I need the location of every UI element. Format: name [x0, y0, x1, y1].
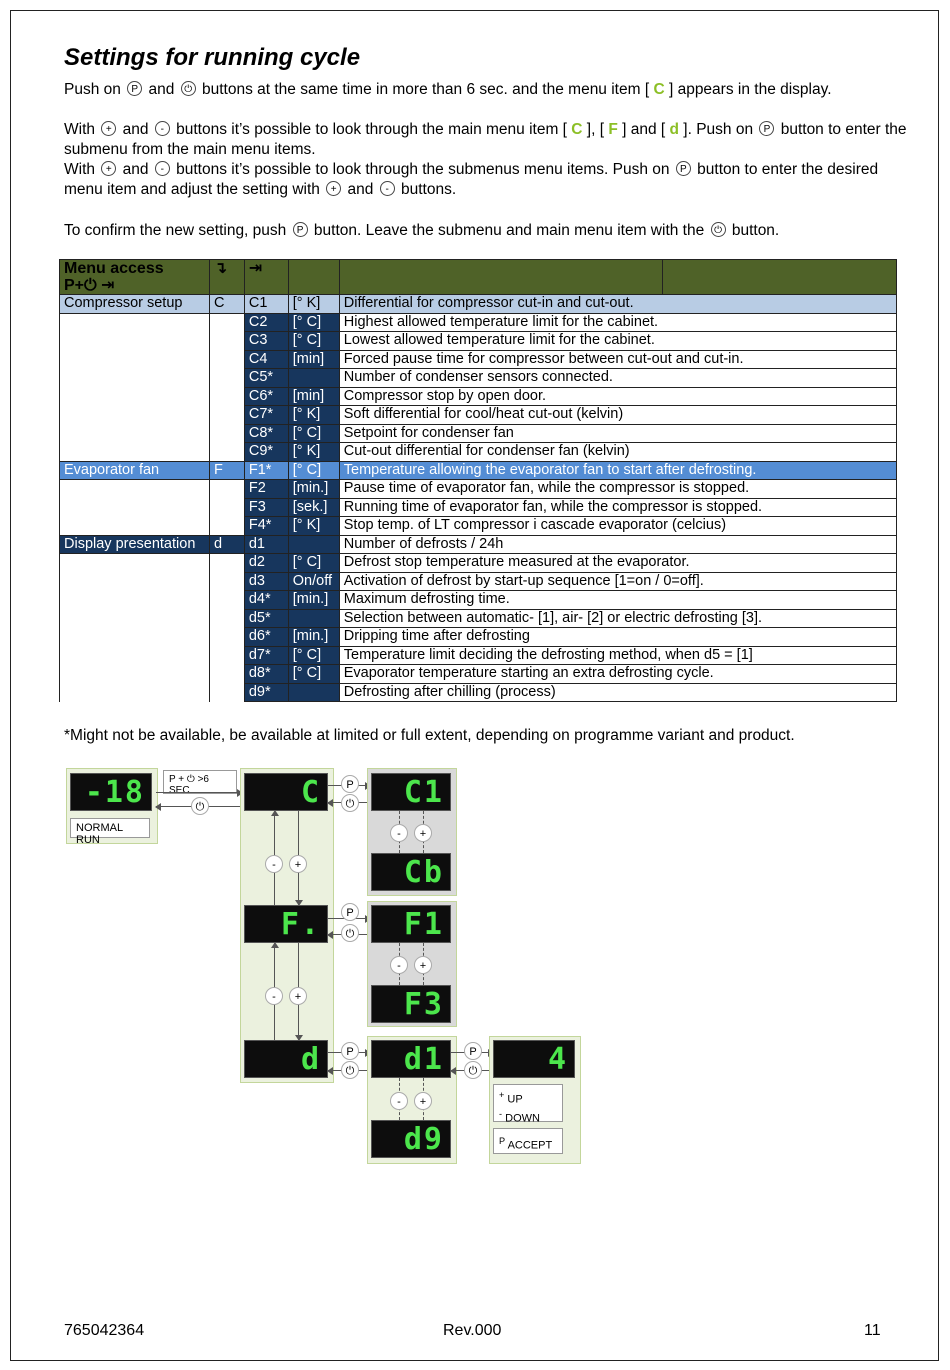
settings-table	[59, 259, 897, 702]
cell-key	[209, 517, 244, 536]
revision: Rev.000	[443, 1322, 502, 1339]
cell-key	[209, 313, 244, 332]
accept-box	[493, 1128, 563, 1154]
table-row	[60, 424, 897, 443]
table-row	[60, 628, 897, 647]
cell-desc: Compressor stop by open door.	[339, 387, 896, 406]
text: ] appears in the display.	[664, 81, 832, 98]
cell-code: C7*	[244, 406, 288, 425]
cell-group	[60, 480, 210, 499]
table-row	[60, 609, 897, 628]
minus-button-icon: -	[155, 121, 170, 136]
power-icon: ⏻	[341, 924, 359, 942]
table-row	[60, 387, 897, 406]
cell-key	[209, 683, 244, 702]
cell-desc: Cut-out differential for condenser fan (kelvin)	[339, 443, 896, 462]
table-row	[60, 443, 897, 462]
cell-group: Evaporator fan	[60, 461, 210, 480]
cell-code: d8*	[244, 665, 288, 684]
cell-desc: Number of condenser sensors connected.	[339, 369, 896, 388]
cell-group	[60, 332, 210, 351]
cell-code: F1*	[244, 461, 288, 480]
cell-group	[60, 609, 210, 628]
accept-label: ACCEPT	[507, 1139, 553, 1152]
minus-icon: -	[390, 1092, 408, 1110]
cell-group	[60, 628, 210, 647]
plus-icon: +	[289, 987, 307, 1005]
cell-unit: [° C]	[288, 665, 339, 684]
paragraph-confirm	[64, 221, 914, 241]
down-label: DOWN	[505, 1112, 540, 1125]
cell-key	[209, 628, 244, 647]
minus-icon: -	[265, 855, 283, 873]
cell-code: F2	[244, 480, 288, 499]
cell-code: C6*	[244, 387, 288, 406]
cell-desc: Defrost stop temperature measured at the evaporator.	[339, 554, 896, 573]
cell-code: d1	[244, 535, 288, 554]
page-number: 11	[864, 1322, 881, 1339]
header-col-sub: ⇥	[244, 260, 288, 295]
header-col-unit	[288, 260, 339, 295]
plus-button-icon: +	[326, 181, 341, 196]
power-icon: ⏻	[191, 797, 209, 815]
cell-unit: [° C]	[288, 646, 339, 665]
menu-item-c: C	[653, 81, 665, 98]
p-icon: P	[499, 1136, 506, 1146]
cell-code: F3	[244, 498, 288, 517]
cell-key: C	[209, 295, 244, 314]
cell-desc: Stop temp. of LT compressor i cascade evaporator (celcius)	[339, 517, 896, 536]
text: button to enter the submenu from the main menu items.	[64, 121, 907, 158]
cell-unit: [min.]	[288, 591, 339, 610]
p-icon: P	[341, 775, 359, 793]
cell-group	[60, 313, 210, 332]
sub-display-cb: Cb	[371, 853, 451, 891]
cell-desc: Lowest allowed temperature limit for the cabinet.	[339, 332, 896, 351]
footnote: *Might not be available, be available at limited or full extent, depending on programme variant and product.	[64, 727, 795, 744]
cell-unit: [min]	[288, 387, 339, 406]
table-row	[60, 480, 897, 499]
cell-unit: [° K]	[288, 517, 339, 536]
cell-group	[60, 665, 210, 684]
cell-code: d6*	[244, 628, 288, 647]
text: buttons it’s possible to look through the submenus menu items. Push on	[171, 161, 674, 178]
sub-display-d9: d9	[371, 1120, 451, 1158]
plus-button-icon: +	[101, 161, 116, 176]
text: buttons it’s possible to look through the main menu item [	[171, 121, 572, 138]
cell-desc: Defrosting after chilling (process)	[339, 683, 896, 702]
cell-key: d	[209, 535, 244, 554]
plus-icon: +	[289, 855, 307, 873]
cell-key	[209, 591, 244, 610]
up-down-box	[493, 1084, 563, 1125]
cell-key	[209, 665, 244, 684]
normal-run-label: NORMAL RUN	[70, 818, 150, 838]
cell-key	[209, 424, 244, 443]
cell-unit	[288, 535, 339, 554]
plus-icon: +	[414, 824, 432, 842]
cell-unit: [° C]	[288, 313, 339, 332]
table-row	[60, 535, 897, 554]
cell-desc: Evaporator temperature starting an extra defrosting cycle.	[339, 665, 896, 684]
cell-key	[209, 646, 244, 665]
text: button.	[727, 222, 780, 239]
plus-button-icon: +	[101, 121, 116, 136]
text: ] and [	[617, 121, 670, 138]
cell-unit	[288, 609, 339, 628]
cell-code: F4*	[244, 517, 288, 536]
cell-key	[209, 387, 244, 406]
p-button-icon: P	[676, 161, 691, 176]
power-icon: ⏻	[464, 1061, 482, 1079]
sub-display-c1: C1	[371, 773, 451, 811]
text: button to enter the desired menu item and adjust the setting with	[64, 161, 879, 198]
cell-unit: [° C]	[288, 332, 339, 351]
cell-key	[209, 350, 244, 369]
up-row	[499, 1088, 557, 1107]
header-col-enter: ↴	[209, 260, 244, 295]
menu-item-d: d	[669, 121, 679, 138]
header-col-desc	[339, 260, 663, 295]
cell-group	[60, 554, 210, 573]
text: and	[144, 81, 179, 98]
value-display: 4	[493, 1040, 575, 1078]
table-row	[60, 683, 897, 702]
cell-group	[60, 498, 210, 517]
cell-code: d5*	[244, 609, 288, 628]
cell-group	[60, 406, 210, 425]
text: and	[118, 161, 153, 178]
cell-key	[209, 554, 244, 573]
text: and	[118, 121, 153, 138]
text: With	[64, 121, 100, 138]
table-row	[60, 350, 897, 369]
normal-run-display: -18	[70, 773, 152, 811]
plus-icon: +	[499, 1090, 505, 1100]
table-row	[60, 498, 897, 517]
main-display-f: F.	[244, 905, 328, 943]
cell-code: C2	[244, 313, 288, 332]
cell-group	[60, 350, 210, 369]
cell-desc: Selection between automatic- [1], air- [2] or electric defrosting [3].	[339, 609, 896, 628]
cell-key	[209, 332, 244, 351]
cell-code: d7*	[244, 646, 288, 665]
cell-desc: Activation of defrost by start-up sequence [1=on / 0=off].	[339, 572, 896, 591]
cell-key	[209, 369, 244, 388]
cell-code: d2	[244, 554, 288, 573]
table-header	[60, 260, 897, 295]
main-display-d: d	[244, 1040, 328, 1078]
p-icon: P	[341, 1042, 359, 1060]
cell-code: d3	[244, 572, 288, 591]
cell-key	[209, 609, 244, 628]
p-button-icon: P	[759, 121, 774, 136]
cell-group	[60, 572, 210, 591]
header-col-extra	[663, 260, 897, 295]
cell-desc: Setpoint for condenser fan	[339, 424, 896, 443]
up-label: UP	[507, 1093, 523, 1106]
cell-desc: Maximum defrosting time.	[339, 591, 896, 610]
power-icon: ⏻	[341, 794, 359, 812]
table-row	[60, 572, 897, 591]
cell-group: Compressor setup	[60, 295, 210, 314]
table-row	[60, 313, 897, 332]
p-icon: P	[341, 903, 359, 921]
cell-group	[60, 517, 210, 536]
page-title: Settings for running cycle	[64, 44, 361, 71]
cell-desc: Pause time of evaporator fan, while the compressor is stopped.	[339, 480, 896, 499]
table-row	[60, 517, 897, 536]
cell-desc: Number of defrosts / 24h	[339, 535, 896, 554]
sub-display-f3: F3	[371, 985, 451, 1023]
cell-desc: Differential for compressor cut-in and cut-out.	[339, 295, 896, 314]
text: To confirm the new setting, push	[64, 222, 291, 239]
text: ], [	[582, 121, 609, 138]
plus-icon: +	[414, 1092, 432, 1110]
cell-group	[60, 591, 210, 610]
cell-unit: [° C]	[288, 461, 339, 480]
cell-key	[209, 498, 244, 517]
cell-unit: [° C]	[288, 424, 339, 443]
cell-group	[60, 443, 210, 462]
cell-group	[60, 424, 210, 443]
cell-code: d4*	[244, 591, 288, 610]
cell-code: C5*	[244, 369, 288, 388]
cell-group	[60, 646, 210, 665]
cell-unit: [min.]	[288, 480, 339, 499]
table-row	[60, 591, 897, 610]
cell-key	[209, 572, 244, 591]
text: Push on	[64, 81, 126, 98]
cell-code: C4	[244, 350, 288, 369]
paragraph-intro	[64, 80, 914, 100]
power-button-icon: ⏻	[711, 222, 726, 237]
cell-unit: [° C]	[288, 554, 339, 573]
menu-item-c: C	[571, 121, 583, 138]
minus-button-icon: -	[155, 161, 170, 176]
p-button-icon: P	[127, 81, 142, 96]
minus-icon: -	[265, 987, 283, 1005]
cell-unit: [min]	[288, 350, 339, 369]
table-body	[60, 295, 897, 702]
table-row	[60, 646, 897, 665]
text: button. Leave the submenu and main menu item with the	[309, 222, 709, 239]
text: buttons at the same time in more than 6 sec. and the menu item [	[197, 81, 654, 98]
cell-key	[209, 443, 244, 462]
minus-icon: -	[390, 956, 408, 974]
table-row	[60, 295, 897, 314]
cell-unit: [min.]	[288, 628, 339, 647]
sub-display-f1: F1	[371, 905, 451, 943]
cell-code: C3	[244, 332, 288, 351]
cell-group	[60, 387, 210, 406]
paragraph-submenu	[64, 160, 914, 200]
cell-key: F	[209, 461, 244, 480]
main-display-c: C	[244, 773, 328, 811]
cell-desc: Highest allowed temperature limit for the cabinet.	[339, 313, 896, 332]
cell-desc: Running time of evaporator fan, while the compressor is stopped.	[339, 498, 896, 517]
cell-code: C9*	[244, 443, 288, 462]
text: With	[64, 161, 100, 178]
header-menu-access	[60, 260, 210, 295]
combo-instruction-label: P + ⏻ >6 SEC	[163, 770, 237, 794]
cell-code: d9*	[244, 683, 288, 702]
cell-group: Display presentation	[60, 535, 210, 554]
table-row	[60, 461, 897, 480]
document-number: 765042364	[64, 1322, 145, 1339]
p-icon: P	[464, 1042, 482, 1060]
cell-desc: Forced pause time for compressor between cut-out and cut-in.	[339, 350, 896, 369]
table-row	[60, 369, 897, 388]
menu-item-f: F	[608, 121, 618, 138]
cell-desc: Soft differential for cool/heat cut-out (kelvin)	[339, 406, 896, 425]
power-button-icon: ⏻	[181, 81, 196, 96]
minus-icon: -	[499, 1108, 503, 1119]
cell-unit: [° K]	[288, 406, 339, 425]
plus-icon: +	[414, 956, 432, 974]
cell-key	[209, 406, 244, 425]
header-menu-access-label: Menu access	[64, 260, 164, 277]
cell-code: C8*	[244, 424, 288, 443]
cell-desc: Temperature allowing the evaporator fan to start after defrosting.	[339, 461, 896, 480]
cell-unit: [sek.]	[288, 498, 339, 517]
text: ]. Push on	[678, 121, 758, 138]
text: and	[343, 181, 378, 198]
minus-button-icon: -	[380, 181, 395, 196]
power-icon: ⏻	[341, 1061, 359, 1079]
cell-unit: On/off	[288, 572, 339, 591]
cell-desc: Temperature limit deciding the defrosting method, when d5 = [1]	[339, 646, 896, 665]
header-combo-label: P+⏻ ⇥	[64, 277, 115, 294]
cell-group	[60, 369, 210, 388]
cell-unit	[288, 369, 339, 388]
cell-unit: [° K]	[288, 443, 339, 462]
minus-icon: -	[390, 824, 408, 842]
p-button-icon: P	[293, 222, 308, 237]
cell-code: C1	[244, 295, 288, 314]
table-row	[60, 665, 897, 684]
cell-unit	[288, 683, 339, 702]
cell-key	[209, 480, 244, 499]
paragraph-main-menu	[64, 120, 914, 160]
table-row	[60, 554, 897, 573]
text: buttons.	[396, 181, 457, 198]
table-row	[60, 332, 897, 351]
cell-desc: Dripping time after defrosting	[339, 628, 896, 647]
table-row	[60, 406, 897, 425]
cell-group	[60, 683, 210, 702]
arrow-to-main	[156, 792, 242, 793]
cell-unit: [° K]	[288, 295, 339, 314]
sub-display-d1: d1	[371, 1040, 451, 1078]
down-row	[499, 1107, 557, 1126]
